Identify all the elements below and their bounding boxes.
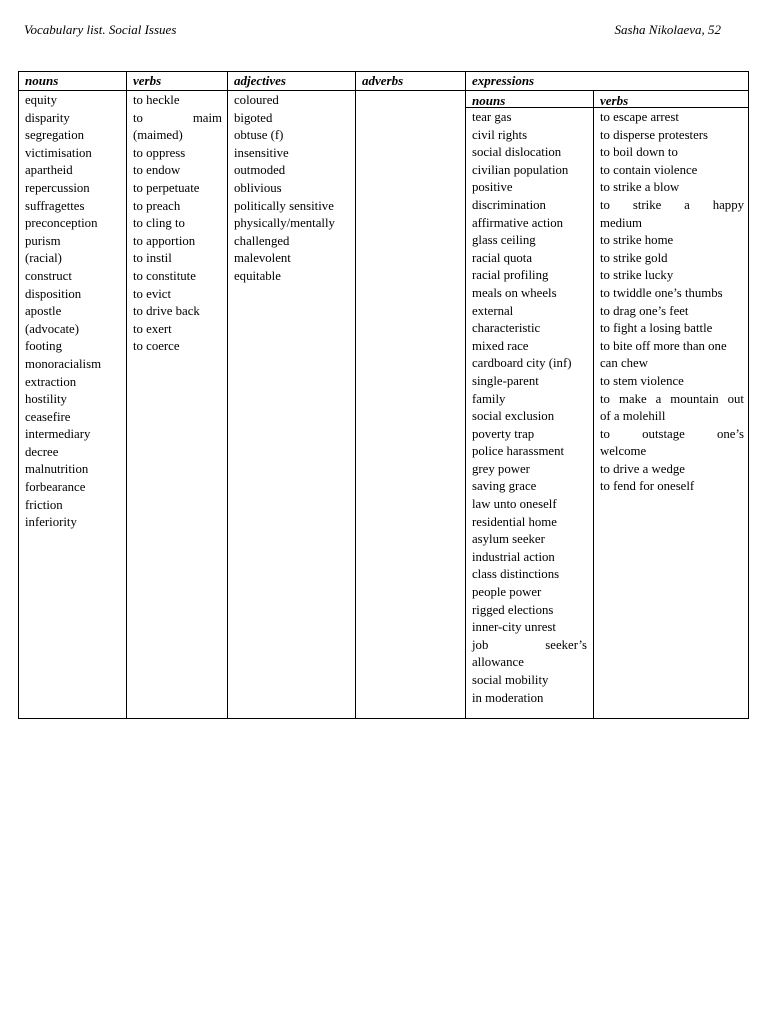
list-item: social mobility	[472, 673, 549, 687]
list-item: to strike a happy	[600, 197, 744, 212]
list-item: to fight a losing battle	[600, 321, 713, 336]
list-item: to apportion	[133, 233, 196, 248]
list-item: social exclusion	[472, 409, 555, 424]
list-item: civil rights	[472, 127, 528, 142]
list-item: footing	[25, 339, 62, 354]
list-item: to maim	[133, 110, 222, 125]
list-item: to outstage one’s	[600, 426, 744, 441]
expression-verbs-list	[600, 109, 744, 496]
list-item: rigged elections	[472, 602, 554, 617]
list-item: external	[472, 303, 514, 318]
list-item: positive	[472, 180, 513, 195]
list-item: inner-city unrest	[472, 620, 556, 635]
column-header-verbs: verbs	[133, 73, 162, 88]
list-item: to contain violence	[600, 162, 698, 177]
list-item: equity	[25, 93, 57, 107]
list-item: oblivious	[234, 180, 282, 195]
list-item: friction	[25, 497, 63, 512]
list-item: to twiddle one’s thumbs	[600, 285, 723, 300]
list-item: to perpetuate	[133, 180, 200, 195]
list-item: affirmative action	[472, 215, 564, 230]
list-item: (racial)	[25, 251, 62, 266]
list-item: purism	[25, 233, 61, 248]
list-item: repercussion	[25, 180, 90, 195]
list-item: inferiority	[25, 515, 77, 530]
list-item: intermediary	[25, 427, 91, 442]
list-item: medium	[600, 215, 642, 230]
list-item: to drive a wedge	[600, 461, 685, 476]
list-item: in moderation	[472, 690, 544, 705]
column-header-adjectives: adjectives	[234, 73, 286, 88]
list-item: grey power	[472, 461, 530, 476]
list-item: to drag one’s feet	[600, 303, 689, 318]
list-item: equitable	[234, 268, 281, 283]
list-item: hostility	[25, 392, 67, 407]
list-item: to preach	[133, 198, 181, 213]
list-item: law unto oneself	[472, 497, 557, 512]
list-item: victimisation	[25, 145, 92, 160]
list-item: construct	[25, 268, 72, 283]
column-divider	[465, 72, 466, 718]
list-item: malevolent	[234, 251, 291, 266]
list-item: to endow	[133, 163, 181, 178]
list-item: obtuse (f)	[234, 128, 284, 143]
list-item: cardboard city (inf)	[472, 356, 572, 371]
list-item: to make a mountain out	[600, 391, 744, 406]
list-item: preconception	[25, 216, 98, 231]
list-item: coloured	[234, 93, 279, 107]
list-item: discrimination	[472, 197, 546, 212]
list-item: politically sensitive	[234, 198, 334, 213]
list-item: of a molehill	[600, 409, 666, 424]
list-item: saving grace	[472, 479, 537, 494]
list-item: to drive back	[133, 304, 200, 319]
column-divider	[126, 72, 127, 718]
list-item: allowance	[472, 655, 524, 670]
list-item: meals on wheels	[472, 285, 557, 300]
list-item: segregation	[25, 128, 84, 143]
list-item: bigoted	[234, 110, 273, 125]
list-item: to constitute	[133, 268, 196, 283]
adjectives-list	[234, 92, 352, 286]
list-item: tear gas	[472, 110, 512, 124]
list-item: suffragettes	[25, 198, 85, 213]
list-item: to disperse protesters	[600, 127, 709, 142]
list-item: poverty trap	[472, 426, 535, 441]
list-item: mixed race	[472, 338, 529, 353]
nouns-list	[25, 92, 121, 532]
list-item: residential home	[472, 514, 557, 529]
list-item: disposition	[25, 286, 82, 301]
list-item: to escape arrest	[600, 110, 679, 124]
list-item: family	[472, 391, 506, 406]
column-header-adverbs: adverbs	[362, 73, 404, 88]
list-item: forbearance	[25, 480, 86, 495]
author-name: Sasha Nikolaeva, 52	[614, 22, 721, 37]
list-item: to stem violence	[600, 373, 684, 388]
list-item: social dislocation	[472, 145, 562, 160]
list-item: to strike a blow	[600, 180, 680, 195]
list-item: can chew	[600, 356, 648, 371]
list-item: insensitive	[234, 145, 289, 160]
list-item: apartheid	[25, 163, 73, 178]
list-item: single-parent	[472, 373, 539, 388]
list-item: to strike home	[600, 233, 674, 248]
column-header-expressions: expressions	[472, 73, 535, 88]
list-item: racial profiling	[472, 268, 549, 283]
list-item: extraction	[25, 374, 77, 389]
list-item: industrial action	[472, 549, 555, 564]
column-divider	[593, 90, 594, 718]
list-item: apostle	[25, 304, 62, 319]
list-item: decree	[25, 444, 59, 459]
list-item: to heckle	[133, 93, 180, 107]
list-item: welcome	[600, 444, 647, 459]
list-item: to coerce	[133, 339, 180, 354]
list-item: to boil down to	[600, 145, 678, 160]
list-item: civilian population	[472, 162, 569, 177]
list-item: (advocate)	[25, 321, 79, 336]
list-item: ceasefire	[25, 409, 71, 424]
list-item: to bite off more than one	[600, 338, 727, 353]
list-item: (maimed)	[133, 128, 183, 143]
list-item: class distinctions	[472, 567, 560, 582]
column-header-nouns: nouns	[25, 73, 59, 88]
list-item: to exert	[133, 321, 172, 336]
verbs-list	[133, 92, 222, 356]
list-item: outmoded	[234, 163, 286, 178]
list-item: glass ceiling	[472, 233, 536, 248]
list-item: monoracialism	[25, 356, 102, 371]
vocabulary-table	[18, 71, 749, 719]
column-divider	[227, 72, 228, 718]
subheader-expression-verbs: verbs	[600, 93, 629, 108]
list-item: racial quota	[472, 250, 533, 265]
list-item: to instil	[133, 251, 172, 266]
list-item: malnutrition	[25, 462, 89, 477]
list-item: people power	[472, 585, 542, 600]
list-item: to strike gold	[600, 250, 668, 265]
list-item: disparity	[25, 110, 70, 125]
list-item: police harassment	[472, 444, 565, 459]
document-title: Vocabulary list. Social Issues	[24, 22, 177, 37]
list-item: challenged	[234, 233, 290, 248]
header-row-divider	[19, 90, 748, 91]
column-divider	[355, 72, 356, 718]
list-item: to oppress	[133, 145, 186, 160]
list-item: to fend for oneself	[600, 479, 695, 494]
list-item: to evict	[133, 286, 172, 301]
list-item: to cling to	[133, 216, 185, 231]
list-item: asylum seeker	[472, 532, 545, 547]
list-item: characteristic	[472, 321, 541, 336]
list-item: physically/mentally	[234, 216, 335, 231]
list-item: to strike lucky	[600, 268, 674, 283]
list-item: job seeker’s	[472, 637, 587, 652]
expression-nouns-list	[472, 109, 587, 707]
subheader-expression-nouns: nouns	[472, 93, 506, 108]
